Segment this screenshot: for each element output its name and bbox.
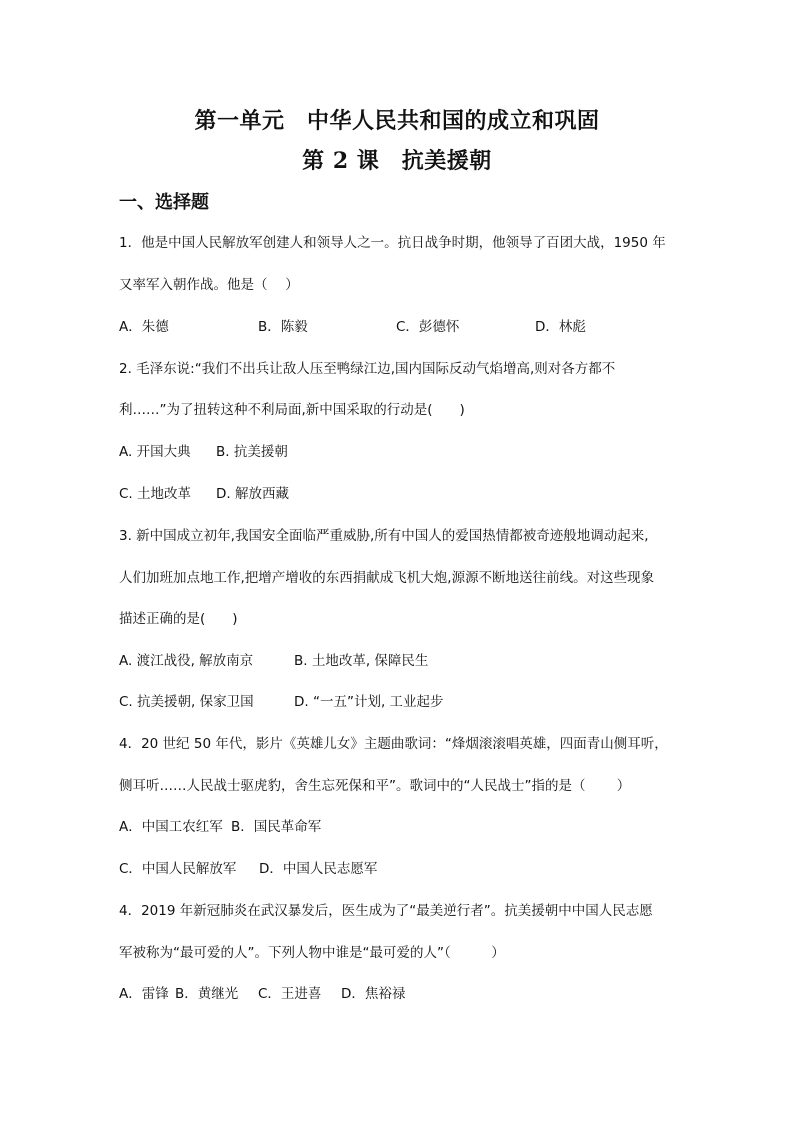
question-1-option-d: D．林彪	[535, 319, 586, 335]
question-2-line-2: 利……”为了扭转这种不利局面,新中国采取的行动是( )	[119, 402, 465, 418]
question-1-line-2: 又率军入朝作战。他是（ ）	[119, 277, 299, 293]
question-2-option-b: B. 抗美援朝	[216, 444, 288, 460]
question-5-option-c: C．王进喜	[258, 986, 322, 1002]
question-1-option-b: B．陈毅	[258, 319, 308, 335]
question-4-option-d: D．中国人民志愿军	[259, 861, 378, 877]
section-title: 一、选择题	[119, 192, 209, 213]
question-1-option-a: A．朱德	[119, 319, 169, 335]
question-5-option-b: B．黄继光	[175, 986, 239, 1002]
question-2-option-d: D. 解放西藏	[216, 486, 289, 502]
question-1-line-1: 1．他是中国人民解放军创建人和领导人之一。抗日战争时期，他领导了百团大战，1950 年	[119, 235, 666, 251]
question-2-line-1: 2. 毛泽东说:“我们不出兵让敌人压至鸭绿江边,国内国际反动气焰增高,则对各方都不	[119, 361, 616, 377]
question-2-option-c: C. 土地改革	[119, 486, 192, 502]
question-4-line-1: 4．20 世纪 50 年代，影片《英雄儿女》主题曲歌词：“烽烟滚滚唱英雄，四面青山侧耳听，	[119, 736, 668, 752]
question-3-line-1: 3. 新中国成立初年,我国安全面临严重威胁,所有中国人的爱国热情都被奇迹般地调动起来,	[119, 528, 649, 544]
question-4-option-b: B．国民革命军	[231, 819, 322, 835]
question-3-option-b: B. 土地改革, 保障民生	[294, 653, 429, 669]
question-5-line-1: 4．2019 年新冠肺炎在武汉暴发后，医生成为了“最美逆行者”。抗美援朝中中国人民志愿	[119, 903, 653, 919]
lesson-title: 第 2 课 抗美援朝	[302, 148, 492, 174]
question-3-line-2: 人们加班加点地工作,把增产增收的东西捐献成飞机大炮,源源不断地送往前线。对这些现象	[119, 570, 655, 586]
question-3-option-c: C. 抗美援朝, 保家卫国	[119, 694, 254, 710]
question-3-option-a: A. 渡江战役, 解放南京	[119, 653, 254, 669]
question-3-line-3: 描述正确的是( )	[119, 611, 238, 627]
question-4-line-2: 侧耳听……人民战士驱虎豹，舍生忘死保和平”。歌词中的“人民战士”指的是（ ）	[119, 778, 631, 794]
question-1-option-c: C．彭德怀	[396, 319, 460, 335]
unit-title: 第一单元 中华人民共和国的成立和巩固	[194, 108, 600, 134]
question-5-line-2: 军被称为“最可爱的人”。下列人物中谁是“最可爱的人”（ ）	[119, 945, 505, 961]
question-2-option-a: A. 开国大典	[119, 444, 191, 460]
question-5-option-a: A．雷锋	[119, 986, 169, 1002]
question-4-option-a: A．中国工农红军	[119, 819, 223, 835]
question-5-option-d: D．焦裕禄	[341, 986, 406, 1002]
question-4-option-c: C．中国人民解放军	[119, 861, 237, 877]
question-3-option-d: D. “一五”计划, 工业起步	[294, 694, 444, 710]
